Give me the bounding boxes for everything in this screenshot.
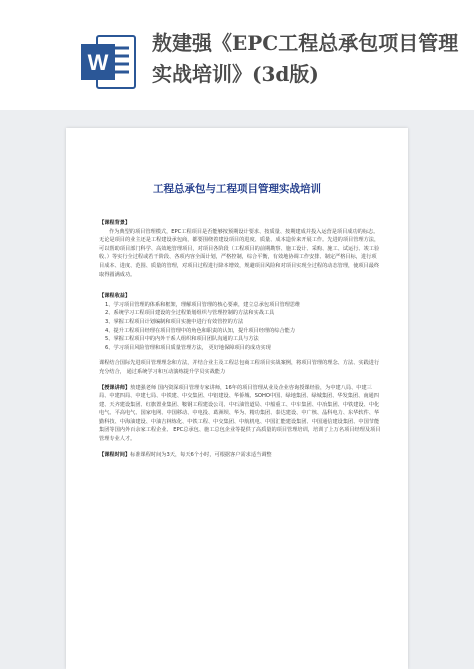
- document-title: 工程总承包与工程项目管理实战培训: [153, 183, 321, 195]
- benefit-item-1: 1、学习项目管理的体系和框架，理解项目管理的核心要素，建立总承包项目管理思维: [105, 301, 301, 308]
- word-document-icon: [79, 32, 139, 92]
- duration-paragraph: [99, 451, 381, 460]
- method-paragraph: 课程结合国际先进项目管理理念和方法，并结合业主及工程总包商工程项目实战案例，将项目管理的理念、方法、实践进行充分结合， 通过系统学习和互动演练提升学员实战能力: [99, 360, 380, 375]
- page-title: 敖建强《EPC工程总承包项目管理实战培训》(3d版): [152, 31, 459, 86]
- section-label-lecturer: 【授课讲师】: [99, 384, 131, 391]
- word-logo-letter: W: [87, 50, 109, 75]
- benefit-item-2: 2、系统学习工程项目建设的全过程策划组织与管理控制的方法和实战工具: [105, 310, 275, 317]
- page-header: [0, 0, 474, 110]
- document-page: [66, 128, 408, 669]
- document-preview-area: [0, 110, 474, 669]
- section-label-benefits: 【课程收益】: [99, 293, 131, 300]
- benefit-item-5: 5、掌握工程项目中的内外干系人组织和项目团队沟通的工具与方法: [105, 336, 259, 343]
- benefit-item-3: 3、掌握工程项目计划编制和项目实施中进行有效管控的方法: [105, 318, 244, 325]
- background-paragraph: 作为典型的项目管理模式，EPC工程项目是否能够按预期设计要求、按质量、按期建成并投入运营是项目成功的标志。无论是项目的业主还是工程建设承包商，都要围绕着建设项目的进度、质量、成本造价来开展工作。先进的项目管理方法，可以帮助项目部门科学、高效地管理项目，对项目各阶段（工程项目的前期勘察、施工设计、采购、施工、试运行、竣工验收、）等实行全过程或若干阶段、各项内容全面计划，严格控制，综合平衡，有效地协调工作安排、制定严格目标，进行项目成本、进度、范围、质量的管理，对项目过程进行降本增效，规避项目风险和对项目实现全过程的动态管理，使项目最终取得圆满成功。: [99, 228, 380, 278]
- duration-text: 标准课程时间为3天，每天6个小时，可根据客户需求适当调整: [130, 451, 272, 458]
- section-label-duration: 【课程时间】: [99, 451, 131, 458]
- section-label-background: 【课程背景】: [99, 220, 131, 226]
- benefit-item-6: 6、学习项目风险管理和项目质量管理方法， 更好地保障项目的成功实现: [105, 344, 271, 351]
- document-body: [99, 213, 381, 459]
- lecturer-paragraph: [99, 384, 381, 444]
- benefit-item-4: 4、提升工程项目经理在项目管理中的角色和职责的认知，提升项目经理的综合能力: [105, 327, 296, 334]
- lecturer-text: 敖建强老师 国内资深项目管理专家讲师，16年的项目管理从业及企业咨询授课经验，为中建八局、中建三局、中建四局、中建七局、中铁建、中交集团、中铝建设、华侨城、SOHO中国、绿地集团、绿城集团、华发集团、南通四建、天齐建设集团、红旗置业集团、鞍钢工程建设公司、中石油管道局、中船重工、中车集团、中冶集团、中铁建设、中化电气、平高电气、国家电网、中国移动、中电投、葛洲坝、华为、精功集团、泰达建设、中广核、晶科电力、东华软件、华勤科技、中海油建设、中油吉林炼化、中铁工程、中交集团、中航机电、中国汇能建设集团、中国通信建设集团、中国节能集团等国内外百余家工程企业、 EPC总承包、施工总包企业等提供了高质量的项目管理培训，培训了上万名项目经理及项目管理专业人才。: [99, 384, 381, 443]
